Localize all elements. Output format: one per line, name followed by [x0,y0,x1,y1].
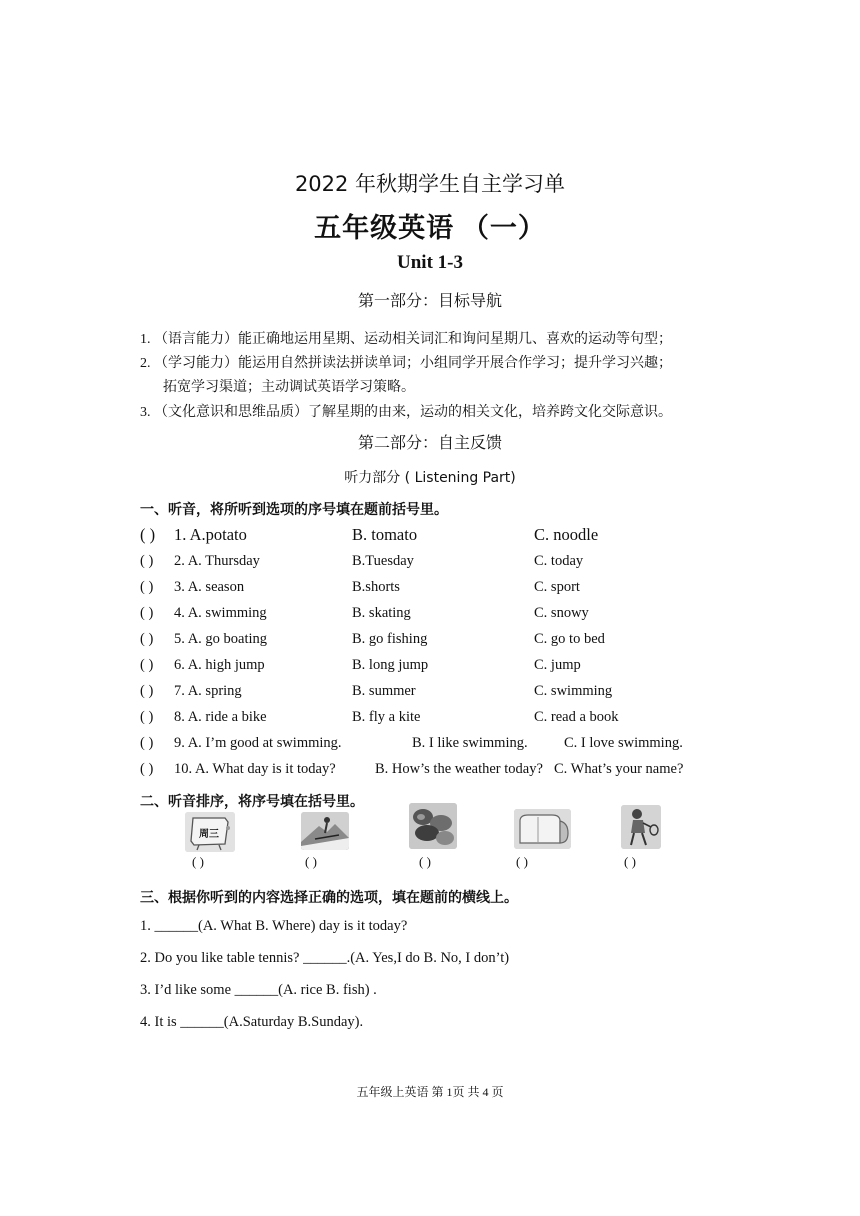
question-option-c: C. read a book [534,709,619,725]
question-option-c: C. swimming [534,683,613,699]
question-option-b: B. summer [352,683,416,699]
question-option-a: 4. A. swimming [174,605,267,621]
question-option-b: B.shorts [352,579,400,595]
question-option-b: B. fly a kite [352,709,421,725]
question-option-c: C. I love swimming. [564,735,683,751]
question-option-a: 7. A. spring [174,683,242,699]
question-option-c: C. go to bed [534,631,605,647]
question-option-a: 9. A. I’m good at swimming. [174,735,342,751]
question-option-c: C. What’s your name? [554,761,684,777]
order-blank: ( ) [624,854,636,869]
goal-item: 3. （文化意识和思维品质）了解星期的由来，运动的相关文化，培养跨文化交际意识。 [140,405,672,420]
order-blank: ( ) [419,854,431,869]
wednesday-sign-picture [185,812,235,852]
order-blank: ( ) [192,854,204,869]
answer-paren: ( ) [140,657,154,673]
question-option-c: C. jump [534,657,581,673]
fill-question: 4. It is ______(A.Saturday B.Sunday). [140,1014,364,1030]
answer-paren: ( ) [140,683,154,699]
question-option-b: B. skating [352,605,411,621]
skier-picture [301,812,349,850]
part1-heading: 第一部分：目标导航 [357,291,502,310]
question-option-b: B. long jump [352,657,429,673]
question-option-c: C. sport [534,579,580,595]
bread-picture [514,809,571,849]
answer-paren: ( ) [140,525,156,544]
part2-heading: 第二部分：自主反馈 [357,433,502,452]
question-option-b: B. go fishing [352,631,428,647]
fill-question: 3. I’d like some ______(A. rice B. fish) . [140,982,377,998]
section1-instruction: 一、听音，将所听到选项的序号填在题前括号里。 [140,502,448,518]
answer-paren: ( ) [140,709,154,725]
question-option-c: C. noodle [534,525,599,544]
question-option-b: B. tomato [352,525,418,544]
question-option-b: B. How’s the weather today? [375,761,543,777]
listening-label: 听力部分 ( Listening Part) [344,470,516,486]
question-option-a: 8. A. ride a bike [174,709,267,725]
section2-instruction: 二、听音排序，将序号填在括号里。 [140,794,364,810]
goal-item: 1. （语言能力）能正确地运用星期、运动相关词汇和询问星期几、喜欢的运动等句型； [140,332,672,347]
question-option-b: B. I like swimming. [412,735,528,751]
question-option-a: 5. A. go boating [174,631,268,647]
order-blank: ( ) [305,854,317,869]
document-title: 2022 年秋期学生自主学习单 [294,172,566,196]
goal-item: 2. （学习能力）能运用自然拼读法拼读单词；小组同学开展合作学习；提升学习兴趣； [140,356,672,371]
question-option-a: 10. A. What day is it today? [174,761,336,777]
question-option-b: B.Tuesday [352,553,414,569]
goal-item: 拓宽学习渠道；主动调试英语学习策略。 [163,380,415,395]
question-option-c: C. today [534,553,584,569]
answer-paren: ( ) [140,553,154,569]
fill-question: 1. ______(A. What B. Where) day is it today? [140,918,408,934]
document-subtitle: 五年级英语 （一） [314,213,546,243]
question-option-a: 1. A.potato [174,525,247,544]
order-blank: ( ) [516,854,528,869]
answer-paren: ( ) [140,579,154,595]
answer-paren: ( ) [140,735,154,751]
fill-question: 2. Do you like table tennis? ______.(A. Yes,I do B. No, I don’t) [140,950,510,966]
wednesday-label: 周三 [199,829,219,840]
unit-label: Unit 1-3 [397,252,463,273]
section3-instruction: 三、根据你听到的内容选择正确的选项，填在题前的横线上。 [140,890,518,906]
tennis-player-picture [621,805,661,849]
answer-paren: ( ) [140,761,154,777]
answer-paren: ( ) [140,631,154,647]
question-option-a: 6. A. high jump [174,657,265,673]
question-option-a: 3. A. season [174,579,245,595]
food-pile-picture [409,803,457,849]
question-option-a: 2. A. Thursday [174,553,260,569]
answer-paren: ( ) [140,605,154,621]
page-footer: 五年级上英语 第 1页 共 4 页 [356,1085,504,1099]
question-option-c: C. snowy [534,605,589,621]
